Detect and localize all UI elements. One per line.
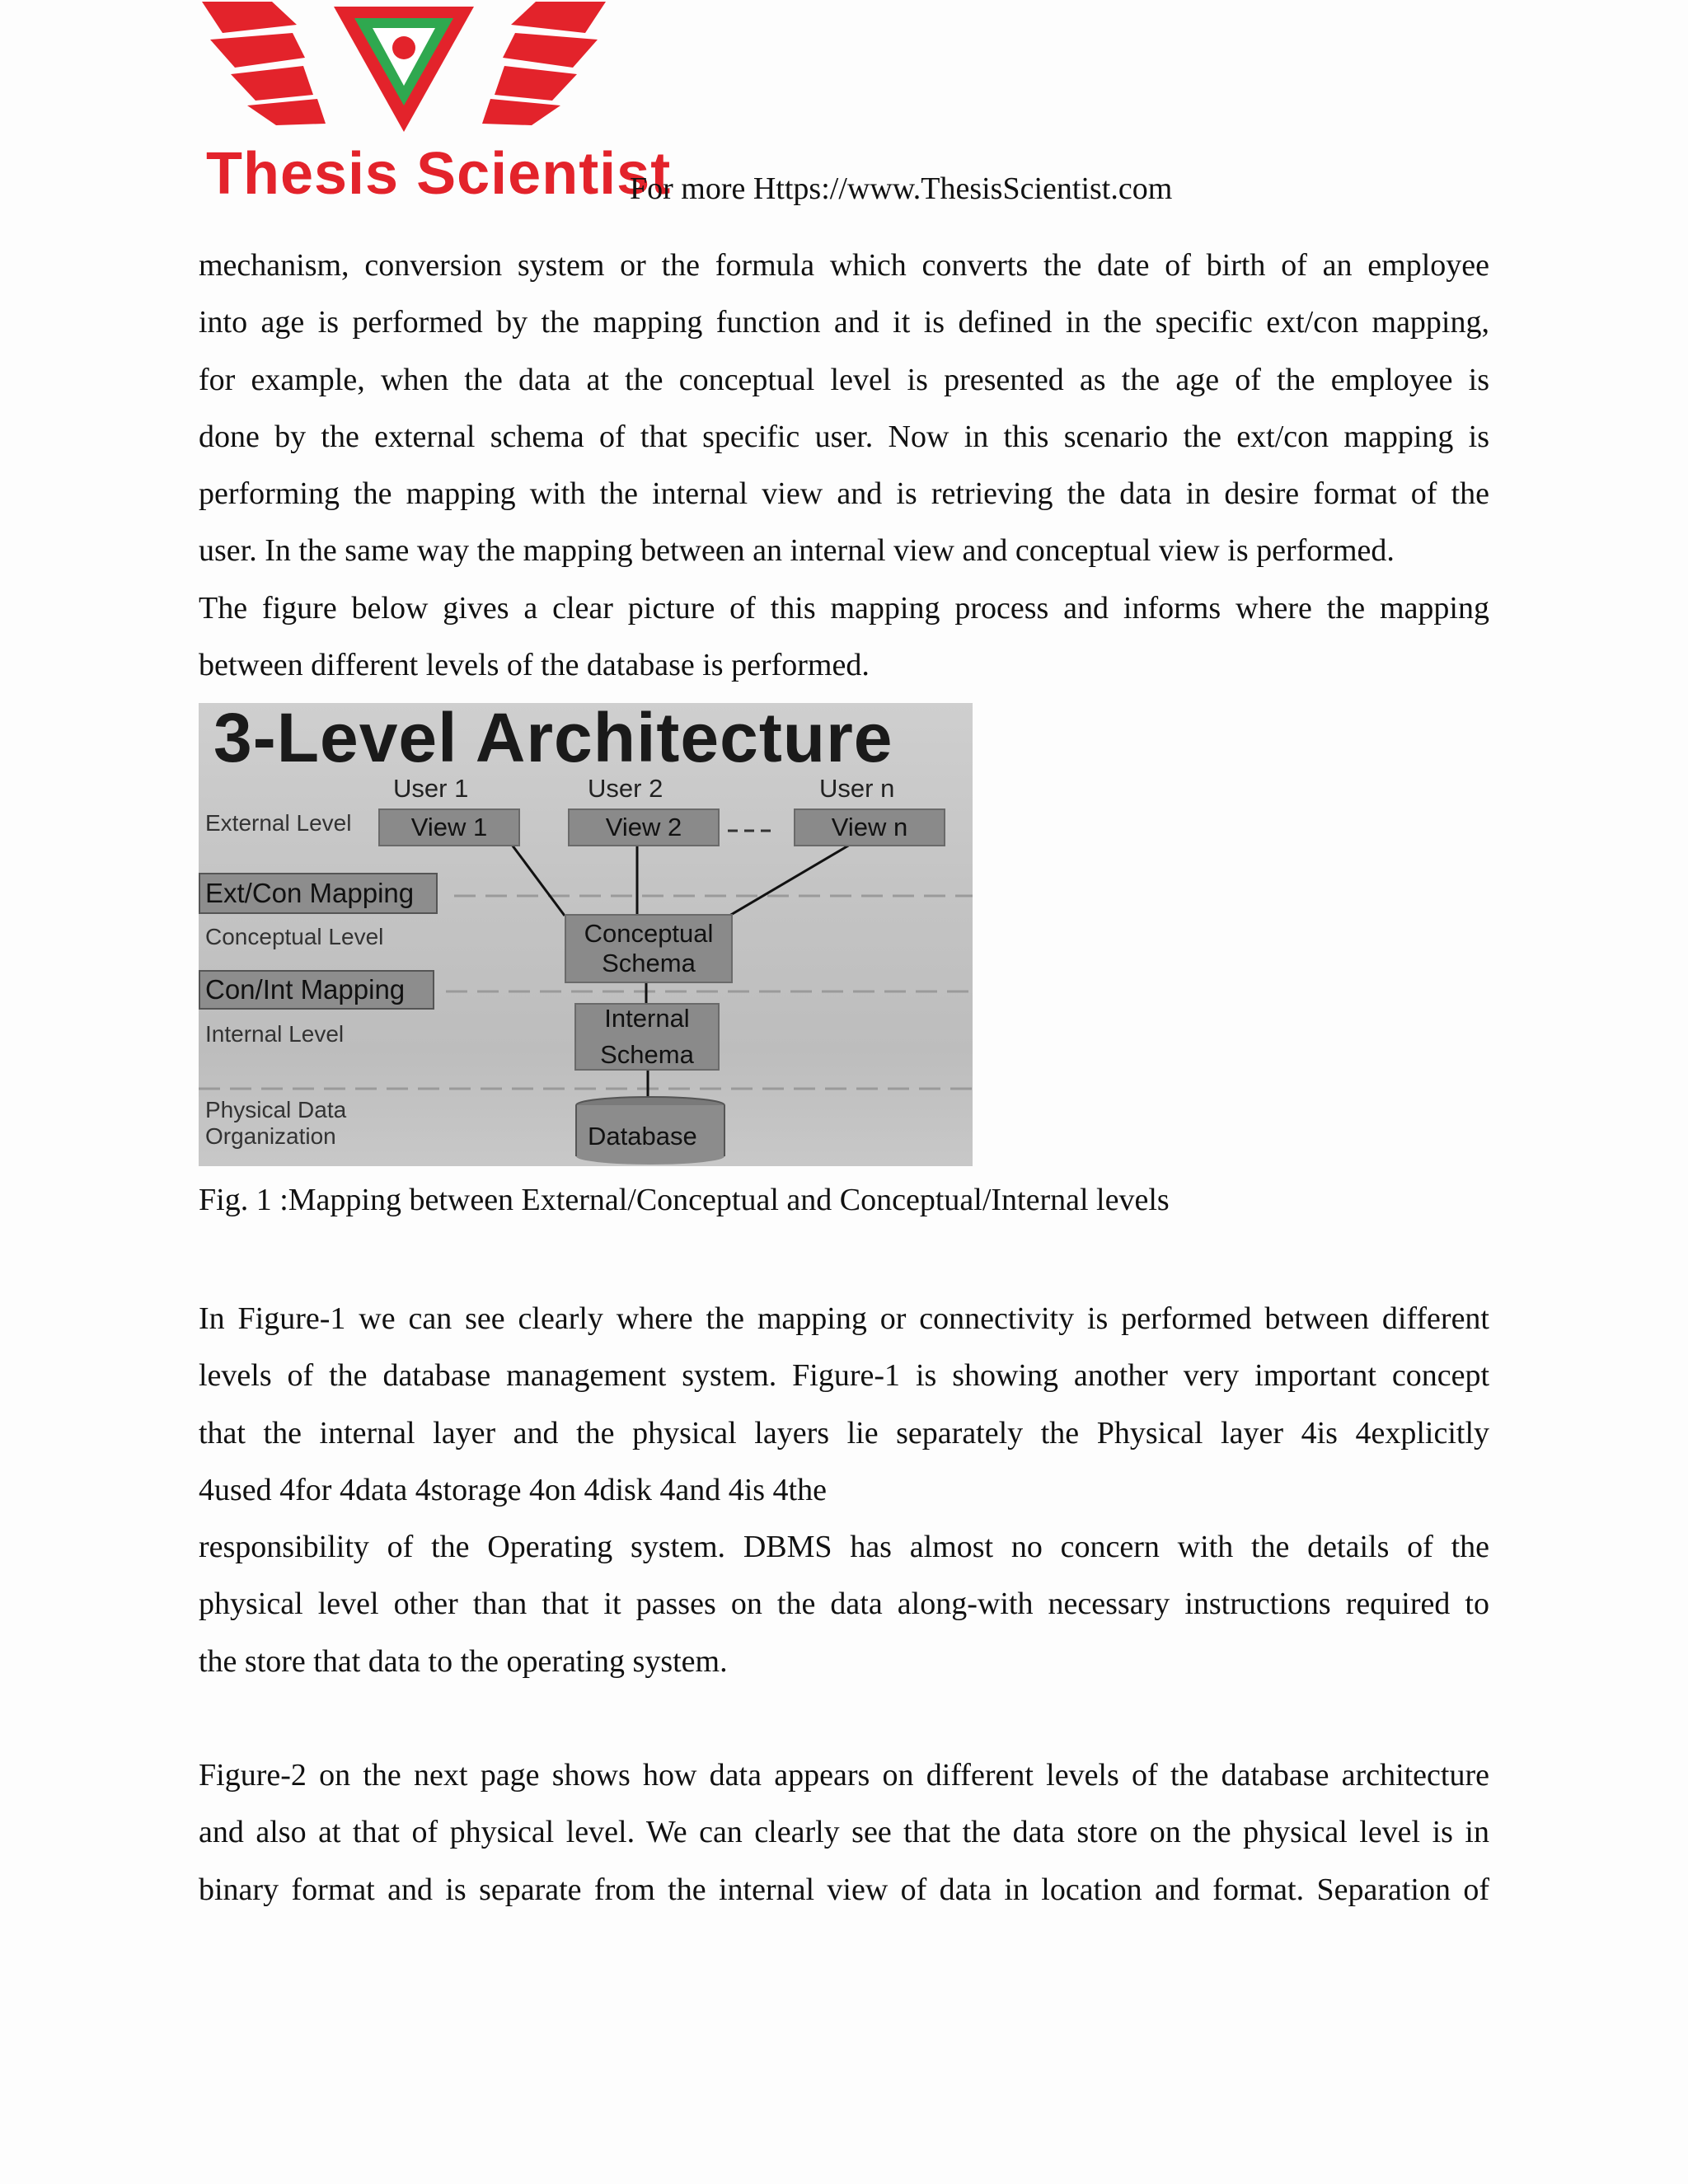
physical-level-line2: Organization (205, 1123, 336, 1149)
conceptual-schema-line2: Schema (602, 949, 696, 977)
text-line: the store that data to the operating system. (199, 1643, 728, 1679)
body-paragraph-1 (199, 237, 1489, 694)
user-2-label: User 2 (588, 774, 663, 803)
text-line: done by the external schema of that specific user. Now in this scenario the ext/con mapping is (199, 419, 1489, 454)
text-line: that the internal layer and the physical layers lie separately the Physical layer 4is 4explicitly (199, 1415, 1489, 1451)
brand-name: Thesis Scientist (206, 141, 672, 207)
text-line: into age is performed by the mapping function and it is defined in the specific ext/con mapping, (199, 305, 1489, 340)
figure-title: 3-Level Architecture (213, 703, 893, 776)
text-line: for example, when the data at the conceptual level is presented as the age of the employee is (199, 362, 1489, 397)
text-line: binary format and is separate from the internal view of data in location and format. Separation of (199, 1872, 1489, 1907)
text-line: levels of the database management system. Figure-1 is showing another very important concept (199, 1358, 1489, 1394)
conceptual-level-label: Conceptual Level (205, 924, 384, 949)
logo-wings-emblem-icon (198, 0, 610, 140)
user-n-label: User n (819, 774, 895, 803)
text-line: responsibility of the Operating system. DBMS has almost no concern with the details of the (199, 1530, 1489, 1565)
text-line: 4used 4for 4data 4storage 4on 4disk 4and 4is 4the (199, 1472, 827, 1507)
header-url-text: For more Https://www.ThesisScientist.com (630, 171, 1173, 206)
text-line: Figure-2 on the next page shows how data appears on different levels of the database architecture (199, 1758, 1489, 1793)
view-n-box: View n (794, 808, 945, 846)
text-line: physical level other than that it passes on the data along-with necessary instructions required to (199, 1586, 1489, 1622)
text-line: performing the mapping with the internal view and is retrieving the data in desire format of the (199, 476, 1489, 512)
text-line: In Figure-1 we can see clearly where the mapping or connectivity is performed between different (199, 1301, 1489, 1336)
text-line: The figure below gives a clear picture of this mapping process and informs where the mapping (199, 590, 1489, 626)
text-line: user. In the same way the mapping between an internal view and conceptual view is performed. (199, 533, 1395, 569)
three-level-architecture-figure (199, 703, 973, 1166)
internal-schema-box (574, 1003, 720, 1071)
view-2-box: View 2 (568, 808, 720, 846)
conceptual-schema-line1: Conceptual (584, 919, 714, 948)
text-line: mechanism, conversion system or the formula which converts the date of birth of an employee (199, 248, 1489, 283)
internal-level-label: Internal Level (205, 1021, 345, 1047)
con-int-mapping-box: Con/Int Mapping (199, 970, 434, 1010)
text-line: between different levels of the database is performed. (199, 648, 870, 683)
thesis-scientist-logo (198, 0, 672, 207)
text-line: and also at that of physical level. We can clearly see that the data store on the physical level is in (199, 1815, 1489, 1850)
view-1-box: View 1 (378, 808, 520, 846)
physical-level-line1: Physical Data (205, 1097, 347, 1122)
internal-schema-line2: Schema (600, 1040, 694, 1069)
body-paragraph-3 (199, 1747, 1489, 1919)
body-paragraph-2 (199, 1291, 1489, 1690)
user-1-label: User 1 (393, 774, 469, 803)
database-label: Database (588, 1122, 697, 1151)
figure-caption: Fig. 1 :Mapping between External/Conceptual and Conceptual/Internal levels (199, 1183, 1170, 1217)
internal-schema-line1: Internal (604, 1004, 690, 1033)
physical-level-label (205, 1097, 346, 1150)
conceptual-schema-box (565, 914, 733, 983)
ext-con-mapping-box: Ext/Con Mapping (199, 873, 438, 914)
external-level-label: External Level (205, 810, 352, 836)
